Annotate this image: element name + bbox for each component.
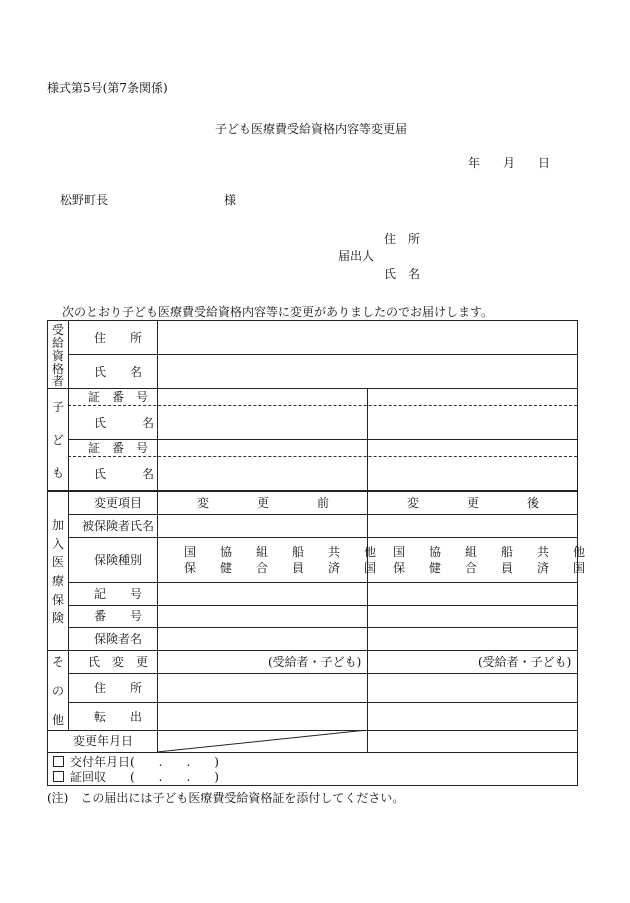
form-number: 様式第5号(第7条関係) [47,81,168,95]
issue-date-label: 交付年月日( . . ) [70,755,219,769]
date-month-label: 月 [503,156,516,170]
child2-cert-label: 証 番 号 [88,441,149,455]
cert-collected-label: 証回収 ( . . ) [70,770,219,784]
move-out-label: 転 出 [94,710,143,724]
name-change-label: 氏 変 更 [88,655,149,669]
recipient-name-label: 氏 名 [94,365,143,379]
honorific: 様 [224,193,237,207]
addressee: 松野町長 [60,193,109,207]
child1-cert-label: 証 番 号 [88,390,149,404]
applicant-address-label: 住 所 [384,232,421,246]
symbol-label: 記 号 [94,587,143,601]
intro-text: 次のとおり子ども医療費受給資格内容等に変更がありましたのでお届けします。 [62,305,494,319]
after-types-row1: 国 協 組 船 共 他 [393,545,586,559]
change-item-label: 変更項目 [94,496,143,510]
before-header: 変 更 前 [197,496,330,510]
insured-name-label: 被保険者氏名 [82,519,155,533]
before-types-row1: 国 協 組 船 共 他 [184,545,377,559]
footnote: (注) この届出には子ども医療費受給資格証を添付してください。 [47,791,405,805]
before-types-row2: 保 健 合 員 済 国 [184,561,377,575]
form-page: 様式第5号(第7条関係) 子ども医療費受給資格内容等変更届 年 月 日 松野町長 様 住 所 届出人 氏 名 次のとおり子ども医療費受給資格内容等に変更がありましたのでお届けします。 受 給 資 格 者 子 ど も 加 入 医 療 保 険 そ の 他 住 所 氏 名 証 番 号 氏 名 証 番 号 氏 名 変更項目 変 更 前 変 更 後 被保険者氏名 保険種別 国 協 組 船 共 他 保 健 合 員 済 国 国 協 組 船 共 他 保 健 合 員 済 国 記 号 番 号 保険者名 氏 変 更 (受給者・子ども) (受給者・子ども) 住 所 転 出 変更年月日 交付年月日( . . ) 証回収 ( . . ) (注) この届出には子ども医療費受給資格証を添付してください。 [47,81,586,805]
after-name-change-note: (受給者・子ども) [478,655,572,669]
issue-date-checkbox[interactable] [53,756,64,767]
number-label: 番 号 [94,609,143,623]
after-header: 変 更 後 [407,496,540,510]
cert-collected-row [53,771,219,783]
date-year-label: 年 [468,156,481,170]
applicant-name-label: 氏 名 [384,267,421,281]
applicant-label: 届出人 [338,249,375,263]
issue-date-row [53,756,219,768]
other-address-label: 住 所 [94,681,143,695]
recipient-address-label: 住 所 [94,331,143,345]
cert-collected-checkbox[interactable] [53,771,64,782]
change-date-label: 変更年月日 [73,734,134,748]
before-name-change-note: (受給者・子ども) [268,655,362,669]
insurer-name-label: 保険者名 [94,632,143,646]
form-title: 子ども医療費受給資格内容等変更届 [215,122,408,136]
after-types-row2: 保 健 合 員 済 国 [393,561,586,575]
insurance-type-label: 保険種別 [94,553,143,567]
diagonal-slash [157,730,368,753]
child2-name-label: 氏 名 [94,467,155,481]
child1-name-label: 氏 名 [94,416,155,430]
date-day-label: 日 [538,156,551,170]
